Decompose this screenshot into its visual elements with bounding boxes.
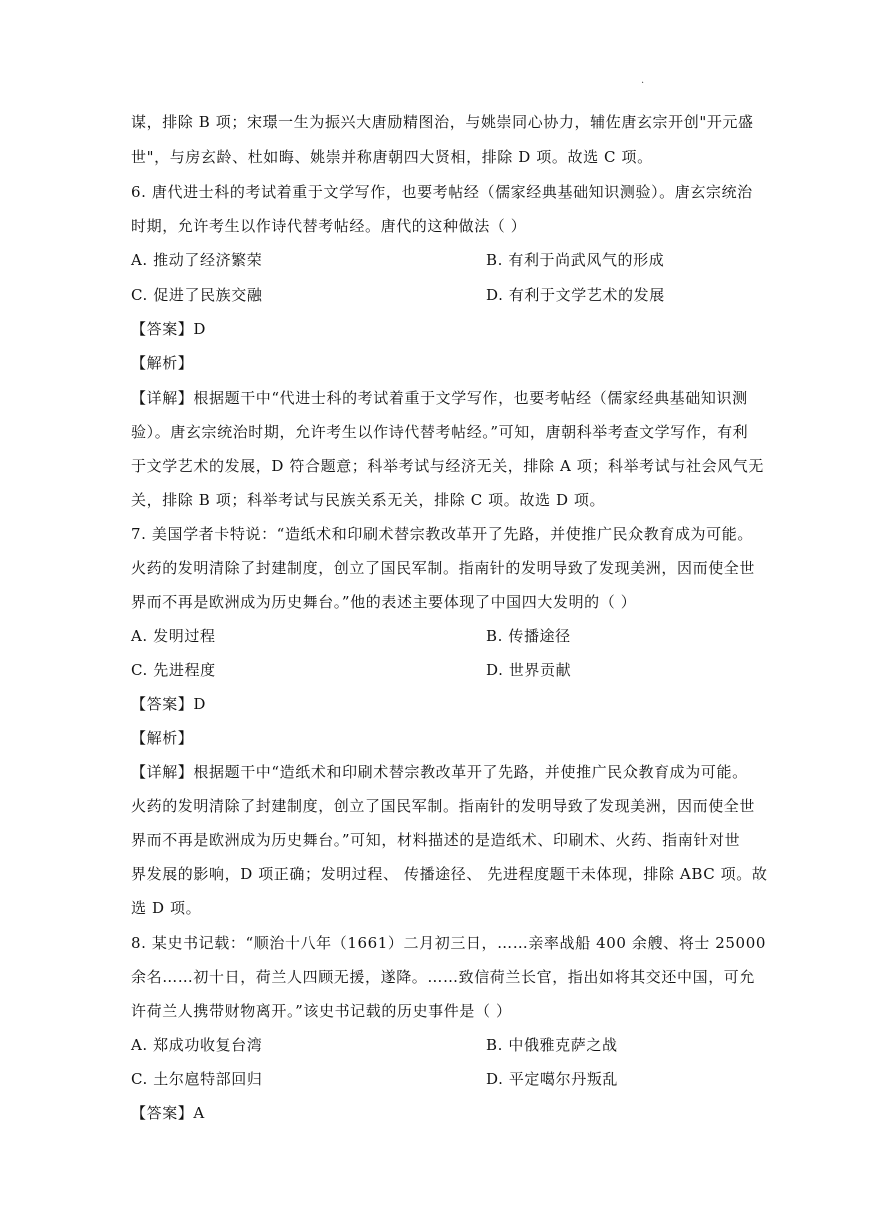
q7-detail: 【详解】根据题干中“造纸术和印刷术替宗教改革开了先路，并使推广民众教育成为可能。: [131, 763, 748, 781]
q6-detail: 关，排除 B 项；科举考试与民族关系无关，排除 C 项。故选 D 项。: [131, 491, 606, 509]
q6-option-b: B. 有利于尚武风气的形成: [486, 251, 665, 269]
question-8-stem: 8. 某史书记载：“顺治十八年（1661）二月初三日，……亲率战船 400 余艘、将士 25000: [131, 934, 766, 952]
question-8-stem: 许荷兰人携带财物离开。”该史书记载的历史事件是（ ）: [131, 1002, 512, 1020]
q6-option-c: C. 促进了民族交融: [131, 286, 263, 304]
q7-analysis-heading: 【解析】: [131, 729, 194, 747]
q7-option-c: C. 先进程度: [131, 661, 216, 679]
q7-detail: 界而不再是欧洲成为历史舞台。”可知，材料描述的是造纸术、印刷术、火药、指南针对世: [131, 831, 741, 849]
q7-option-b: B. 传播途径: [486, 627, 571, 645]
q7-detail: 选 D 项。: [131, 899, 202, 917]
paragraph-line: 谋，排除 B 项；宋璟一生为振兴大唐励精图治，与姚崇同心协力，辅佐唐玄宗开创"开元盛: [131, 113, 754, 131]
q8-option-a: A. 郑成功收复台湾: [131, 1036, 263, 1054]
q6-detail: 验）。唐玄宗统治时期，允许考生以作诗代替考帖经。”可知，唐朝科举考查文学写作，有利: [131, 423, 749, 441]
q8-option-b: B. 中俄雅克萨之战: [486, 1036, 618, 1054]
question-7-stem: 火药的发明清除了封建制度，创立了国民军制。指南针的发明导致了发现美洲，因而使全世: [131, 559, 756, 577]
question-6-stem: 6. 唐代进士科的考试着重于文学写作，也要考帖经（儒家经典基础知识测验）。唐玄宗统治: [131, 183, 753, 201]
q6-detail: 于文学艺术的发展，D 符合题意；科举考试与经济无关，排除 A 项；科举考试与社会风气无: [131, 457, 764, 475]
q6-analysis-heading: 【解析】: [131, 354, 194, 372]
question-8-stem: 余名……初十日，荷兰人四顾无援，遂降。……致信荷兰长官，指出如将其交还中国，可允: [131, 968, 756, 986]
q8-answer: 【答案】A: [131, 1104, 205, 1122]
question-7-stem: 7. 美国学者卡特说：“造纸术和印刷术替宗教改革开了先路，并使推广民众教育成为可能。: [131, 525, 753, 543]
q8-option-d: D. 平定噶尔丹叛乱: [486, 1070, 619, 1088]
q6-option-d: D. 有利于文学艺术的发展: [486, 286, 665, 304]
q8-option-c: C. 土尔扈特部回归: [131, 1070, 263, 1088]
q6-detail: 【详解】根据题干中“代进士科的考试着重于文学写作，也要考帖经（儒家经典基础知识测: [131, 389, 748, 407]
paragraph-line: 世"，与房玄龄、杜如晦、姚崇并称唐朝四大贤相，排除 D 项。故选 C 项。: [131, 148, 653, 166]
q6-answer: 【答案】D: [131, 320, 207, 338]
q7-detail: 火药的发明清除了封建制度，创立了国民军制。指南针的发明导致了发现美洲，因而使全世: [131, 797, 756, 815]
question-6-stem: 时期，允许考生以作诗代替考帖经。唐代的这种做法（ ）: [131, 217, 527, 235]
question-7-stem: 界而不再是欧洲成为历史舞台。”他的表述主要体现了中国四大发明的（ ）: [131, 593, 637, 611]
q7-option-a: A. 发明过程: [131, 627, 216, 645]
page-mark: ·: [641, 78, 645, 89]
q7-option-d: D. 世界贡献: [486, 661, 572, 679]
q7-detail: 界发展的影响，D 项正确；发明过程、 传播途径、 先进程度题干未体现，排除 ABC 项。故: [131, 865, 768, 883]
q6-option-a: A. 推动了经济繁荣: [131, 251, 263, 269]
q7-answer: 【答案】D: [131, 695, 207, 713]
